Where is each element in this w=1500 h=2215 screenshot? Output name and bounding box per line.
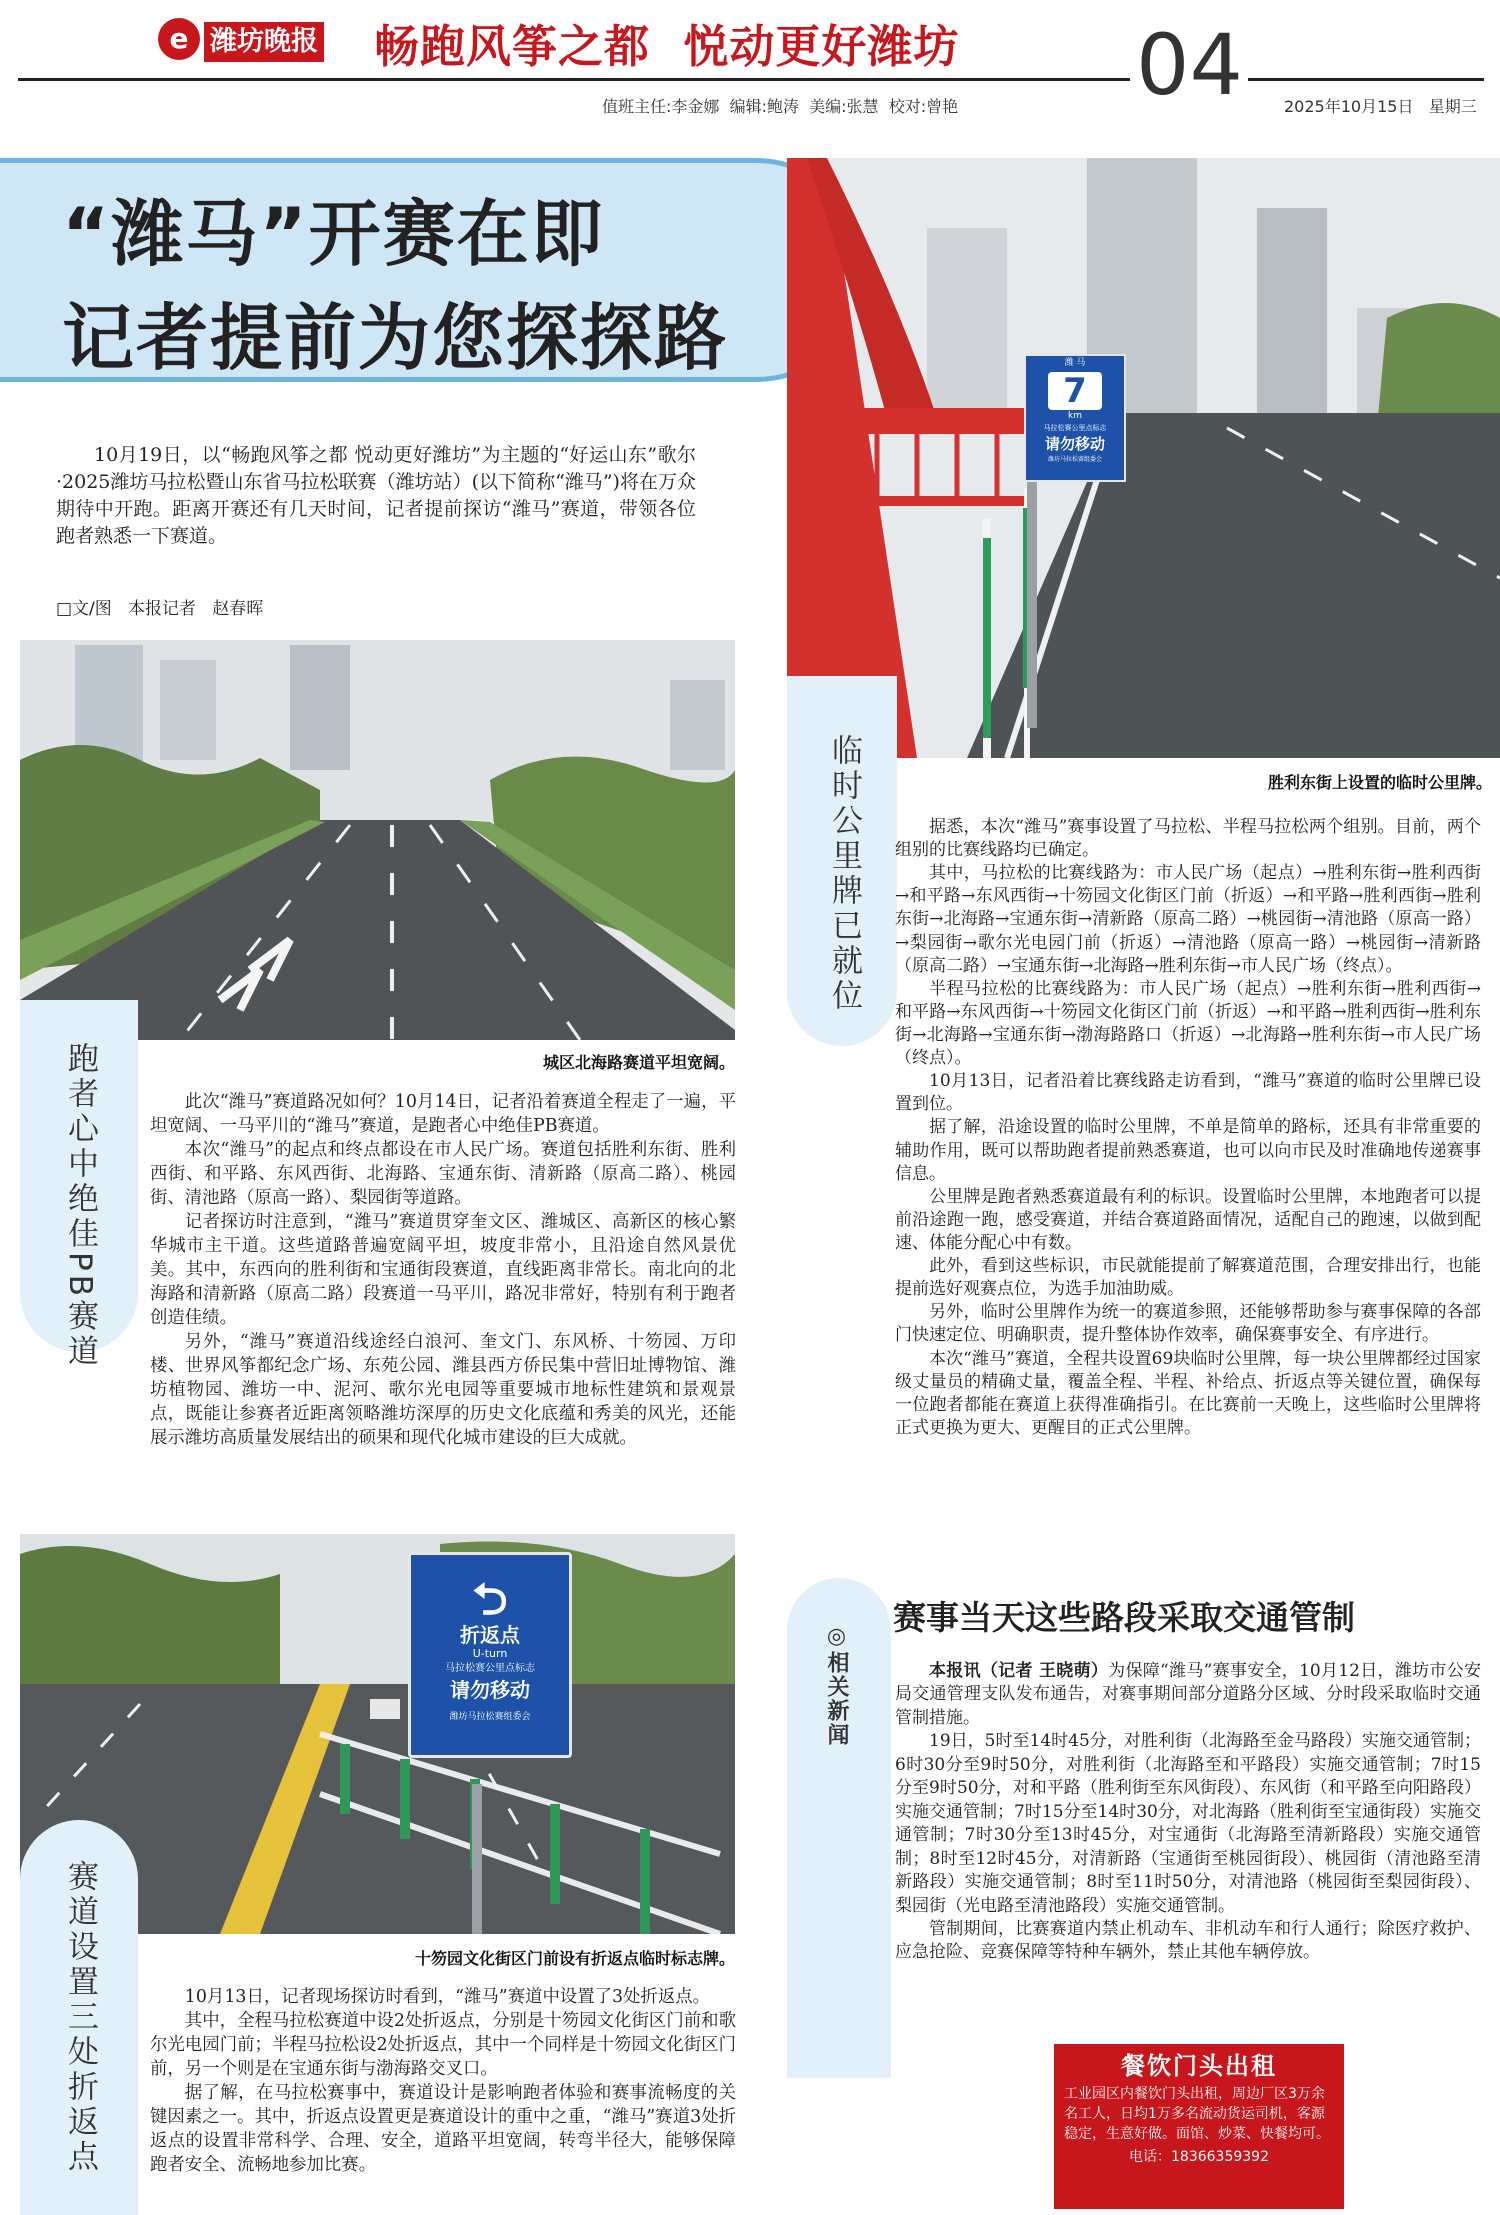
s1-paragraph: 另外，“潍马”赛道沿线途经白浪河、奎文门、东风桥、十笏园、万印楼、世界风筝都纪念广场、东苑公园、潍县西方侨民集中营旧址博物馆、潍坊植物园、潍坊一中、泥河、歌尔光电园等重要城市地标性建筑和景观景点，既能让参赛者近距离领略潍坊深厚的历史文化底蕴和秀美的风光，还能展示潍坊高质量发展结出的硕果和现代化城市建设的巨大成就。 bbox=[150, 1332, 736, 1449]
related-news-body bbox=[895, 1660, 1481, 1965]
page-number: 04 bbox=[1136, 16, 1243, 114]
masthead-rule-left bbox=[18, 78, 1130, 81]
section-3-title: 临时公里牌已就位 bbox=[826, 734, 862, 1014]
related-lead-text: 为保障“潍马”赛事安全，10月12日，潍坊市公安局交通管理支队发布通告，对赛事期间部分道路分区域、分时段采取临时交通管制措施。 bbox=[895, 1661, 1481, 1728]
logo-icon-letter: e bbox=[169, 22, 189, 55]
s1-paragraph: 记者探访时注意到，“潍马”赛道贯穿奎文区、潍城区、高新区的核心繁华城市主干道。这些道路普遍宽阔平坦，坡度非常小，且沿途自然风景优美。其中，东西向的胜利街和宝通街段赛道，直线距离非常长。南北向的北海路和清新路（原高二路）段赛道一马平川，路况非常好，特别有利于跑者创造佳绩。 bbox=[150, 1212, 736, 1329]
s3-paragraph: 此外，看到这些标识，市民就能提前了解赛道范围，合理安排出行，也能提前选好观赛点位，为选手加油助威。 bbox=[895, 1256, 1481, 1300]
uturn-sign-title: 折返点 bbox=[460, 1623, 520, 1647]
masthead bbox=[0, 0, 1500, 125]
byline: □文/图 本报记者 赵春晖 bbox=[56, 599, 264, 619]
road-photo bbox=[20, 640, 735, 1040]
uturn-sign-line1: 马拉松赛公里点标志 bbox=[445, 1663, 535, 1674]
uturn-sign-line2: 请勿移动 bbox=[450, 1678, 530, 1702]
lead-text: 10月19日，以“畅跑风筝之都 悦动更好潍坊”为主题的“好运山东”歌尔·2025潍坊马拉松暨山东省马拉松联赛（潍坊站）(以下简称“潍马”)将在万众期待中开跑。距离开赛还有几天时间，记者提前探访“潍马”赛道，带领各位跑者熟悉一下赛道。 bbox=[56, 444, 696, 547]
s3-paragraph: 公里牌是跑者熟悉赛道最有利的标识。设置临时公里牌，本地跑者可以提前沿途跑一跑，感受赛道，并结合赛道路面情况，适配自己的跑速，以做到配速、体能分配心中有数。 bbox=[895, 1186, 1481, 1253]
section-2-title: 赛道设置三处折返点 bbox=[62, 1860, 98, 2175]
related-news-title: 赛事当天这些路段采取交通管制 bbox=[893, 1598, 1355, 1637]
issue-date: 2025年10月15日 星期三 bbox=[1284, 97, 1477, 116]
section-1-body bbox=[150, 1090, 736, 1450]
km-marker-photo bbox=[787, 158, 1500, 758]
s1-paragraph: 本次“潍马”的起点和终点都设在市人民广场。赛道包括胜利东街、胜利西街、和平路、东风西街、北海路、宝通东街、清新路（原高二路）、桃园街、清池路（原高一路）、梨园街等道路。 bbox=[150, 1140, 736, 1209]
section-2-body bbox=[150, 1985, 736, 2177]
uturn-photo-caption: 十笏园文化街区门前设有折返点临时标志牌。 bbox=[414, 1949, 735, 1968]
headline-line-2: 记者提前为您探探路 bbox=[62, 296, 729, 380]
s3-paragraph: 据了解，沿途设置的临时公里牌，不单是简单的路标，还具有非常重要的辅助作用，既可以帮助跑者提前熟悉赛道，也可以向市民及时准确地传递赛事信息。 bbox=[895, 1117, 1481, 1184]
s3-paragraph: 另外，临时公里牌作为统一的赛道参照，还能够帮助参与赛事保障的各部门快速定位、明确职责，提升整体协作效率，确保赛事安全、有序进行。 bbox=[895, 1302, 1481, 1346]
s2-paragraph: 10月13日，记者现场探访时看到，“潍马”赛道中设置了3处折返点。 bbox=[184, 1987, 711, 2007]
logo-text: 潍坊晚报 bbox=[204, 22, 324, 62]
uturn-arrow-icon: ⮌ bbox=[472, 1574, 508, 1625]
related-byline: 本报讯（记者 王晓萌） bbox=[929, 1661, 1109, 1681]
headline-line-1: “潍马”开赛在即 bbox=[62, 192, 605, 276]
ad-phone: 电话：18366359392 bbox=[1129, 2149, 1269, 2165]
km-sign-unit: km bbox=[1068, 411, 1082, 421]
s3-paragraph: 半程马拉松的比赛线路为：市人民广场（起点）→胜利东街→胜利西街→和平路→东风西街→十笏园文化街区门前（折返）→和平路→胜利西街→胜利东街→北海路→宝通东街→渤海路路口（折返）→北海路→胜利东街→市人民广场（终点）。 bbox=[895, 978, 1481, 1069]
km-sign-line2: 请勿移动 bbox=[1044, 435, 1105, 453]
masthead-slogan: 畅跑风筝之都 悦动更好潍坊 bbox=[374, 20, 960, 73]
masthead-rule-right bbox=[1248, 78, 1484, 81]
lead-paragraph bbox=[56, 442, 696, 550]
km-sign-line3: 潍坊马拉松赛组委会 bbox=[1047, 456, 1102, 463]
road-photo-caption: 城区北海路赛道平坦宽阔。 bbox=[542, 1053, 735, 1072]
s2-paragraph: 其中，全程马拉松赛道中设2处折返点，分别是十笏园文化街区门前和歌尔光电园门前；半程马拉松设2处折返点，其中一个同样是十笏园文化街区门前，另一个则是在宝通东街与渤海路交叉口。 bbox=[150, 2011, 736, 2080]
related-paragraph: 管制期间，比赛赛道内禁止机动车、非机动车和行人通行；除医疗救护、应急抢险、竞赛保障等特种车辆外，禁止其他车辆停放。 bbox=[895, 1918, 1481, 1963]
s3-paragraph: 其中，马拉松的比赛线路为：市人民广场（起点）→胜利东街→胜利西街→和平路→东风西街→十笏园文化街区门前（折返）→和平路→胜利西街→胜利东街→北海路→宝通东街→清新路（原高二路）→桃园街→清池路（原高一路）→梨园街→歌尔光电园门前（折返）→清池路（原高一路）→桃园街→清新路（原高二路）→宝通东街→北海路→胜利东街→市人民广场（终点）。 bbox=[895, 863, 1481, 976]
related-paragraph: 19日，5时至14时45分，对胜利街（北海路至金马路段）实施交通管制；6时30分至9时50分，对胜利街（北海路至和平路段）实施交通管制；7时15分至9时50分，对和平路（胜利街至东风街段）、东风街（和平路至向阳路段）实施交通管制；7时15分至14时30分，对北海路（胜利街至宝通街段）实施交通管制；7时30分至13时45分，对宝通街（北海路至清新路段）实施交通管制；8时至12时45分，对清新路（宝通街至桃园街段）、桃园街（清池路至清新路段）实施交通管制；8时至11时50分，对清池路（桃园街至梨园街段）、梨园街（光电路至清池路段）实施交通管制。 bbox=[895, 1731, 1481, 1916]
ad-box bbox=[1054, 2044, 1344, 2209]
related-news-label: ◎相关新闻 bbox=[824, 1624, 849, 1747]
section-1-title: 跑者心中绝佳PB赛道 bbox=[62, 1042, 98, 1370]
uturn-sign-line3: 潍坊马拉松赛组委会 bbox=[449, 1712, 531, 1722]
s2-paragraph: 据了解，在马拉松赛事中，赛道设计是影响跑者体验和赛事流畅度的关键因素之一。其中，折返点设置更是赛道设计的重中之重，“潍马”赛道3处折返点的设置非常科学、合理、安全，道路平坦宽阔，转弯半径大，能够保障跑者安全、流畅地参加比赛。 bbox=[150, 2083, 736, 2176]
km-marker-caption: 胜利东街上设置的临时公里牌。 bbox=[1267, 773, 1492, 792]
uturn-sign bbox=[408, 1552, 572, 1758]
ad-body: 工业园区内餐饮门头出租，周边厂区3万余名工人，日均1万多名流动货运司机，客源稳定，生意好做。面馆、炒菜、快餐均可。 bbox=[1064, 2086, 1330, 2142]
s3-paragraph: 10月13日，记者沿着比赛线路走访看到，“潍马”赛道的临时公里牌已设置到位。 bbox=[895, 1071, 1481, 1115]
related-lead bbox=[895, 1660, 1481, 1730]
staff-line: 值班主任:李金娜 编辑:鲍涛 美编:张慧 校对:曾艳 bbox=[602, 97, 959, 116]
s3-paragraph: 本次“潍马”赛道，全程共设置69块临时公里牌，每一块公里牌都经过国家级丈量员的精确丈量，覆盖全程、半程、补给点、折返点等关键位置，确保每一位跑者都能在赛道上获得准确指引。在比赛前一天晚上，这些临时公里牌将正式更换为更大、更醒目的正式公里牌。 bbox=[895, 1348, 1481, 1438]
km-sign-number: 7 bbox=[1048, 372, 1102, 410]
uturn-sign-subtitle: U-turn bbox=[472, 1647, 508, 1660]
km-sign bbox=[1024, 354, 1126, 482]
s1-paragraph: 此次“潍马”赛道路况如何？10月14日，记者沿着赛道全程走了一遍，平坦宽阔、一马平川的“潍马”赛道，是跑者心中绝佳PB赛道。 bbox=[150, 1092, 736, 1137]
s3-paragraph: 据悉，本次“潍马”赛事设置了马拉松、半程马拉松两个组别。目前，两个组别的比赛线路均已确定。 bbox=[895, 817, 1481, 861]
km-sign-line1: 马拉松赛公里点标志 bbox=[1043, 424, 1107, 432]
section-3-body bbox=[895, 816, 1481, 1440]
km-sign-top: 潍 马 bbox=[1064, 358, 1086, 368]
ad-title: 餐饮门头出租 bbox=[1121, 2052, 1277, 2080]
